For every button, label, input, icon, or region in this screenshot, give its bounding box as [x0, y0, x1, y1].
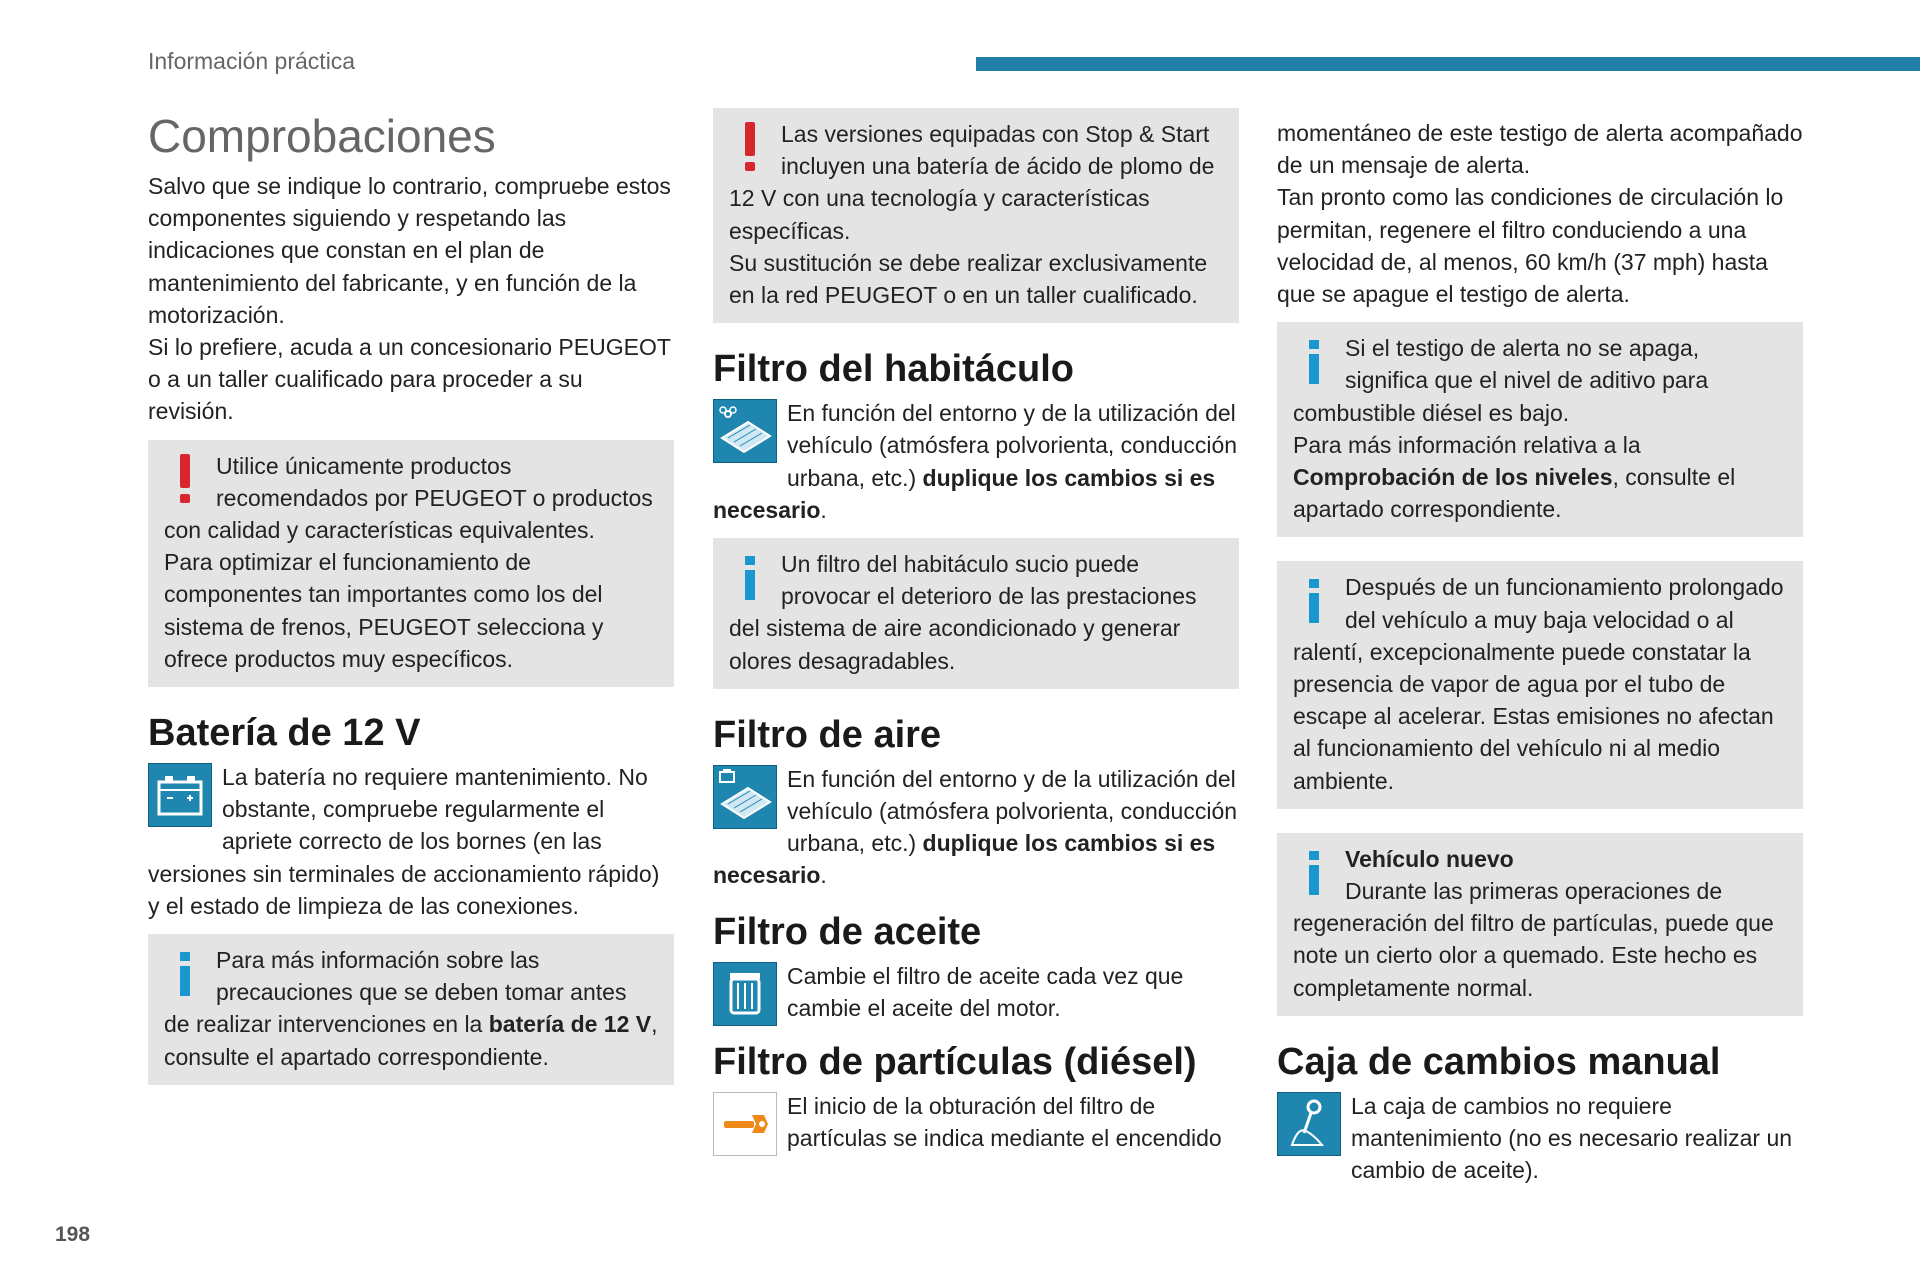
info-icon [1293, 336, 1341, 396]
gear-lever-icon [1277, 1092, 1341, 1156]
warning-box-products [148, 440, 674, 687]
page-number: 198 [55, 1223, 91, 1246]
cabin-filter-text: En función del entorno y de la utilización del vehículo (atmósfera polvorienta, conducción urbana, etc.) duplique los cambios si es necesario. [713, 400, 1238, 523]
battery-heading: Batería de 12 V [148, 712, 421, 755]
gearbox-section [1277, 1090, 1803, 1187]
particle-filter-continued: momentáneo de este testigo de alerta acompañado de un mensaje de alerta. [1277, 120, 1803, 179]
air-filter-heading: Filtro de aire [713, 713, 942, 756]
info-text: Durante las primeras operaciones de regeneración del filtro de partículas, puede que note un cierto olor a quemado. Este hecho es completamente normal. [1293, 878, 1774, 1001]
oil-filter-icon [713, 962, 777, 1026]
warning-text-2: Para optimizar el funcionamiento de componentes tan importantes como los del sistema de frenos, PEUGEOT selecciona y ofrece productos muy específicos. [164, 549, 604, 672]
info-box-new-vehicle [1277, 833, 1803, 1016]
gearbox-heading: Caja de cambios manual [1277, 1040, 1721, 1083]
oil-filter-text: Cambie el filtro de aceite cada vez que cambie el aceite del motor. [787, 962, 1184, 1021]
info-text: Para más información sobre las precauciones que se deben tomar antes de realizar intervenciones en la batería de 12 V, consulte el apartado correspondiente. [164, 947, 658, 1070]
battery-text: La batería no requiere mantenimiento. No obstante, compruebe regularmente el apriete correcto de los bornes (en las versiones sin terminales de accionamiento rápido) y el estado de limpieza de las conexiones. [148, 764, 660, 919]
warning-box-stop-start [713, 108, 1239, 323]
info-text: Si el testigo de alerta no se apaga, significa que el nivel de aditivo para combustible diésel es bajo. [1293, 335, 1709, 426]
intro-paragraph-2: Si lo prefiere, acuda a un concesionario PEUGEOT o a un taller cualificado para proceder a su revisión. [148, 334, 671, 425]
info-text: Un filtro del habitáculo sucio puede provocar el deterioro de las prestaciones del sistema de aire acondicionado y generar olores desagradables. [729, 551, 1197, 674]
particle-filter-section [713, 1090, 1239, 1160]
info-box-cabin-filter [713, 538, 1239, 689]
air-filter-section [713, 763, 1239, 892]
oil-filter-heading: Filtro de aceite [713, 910, 982, 953]
warning-icon [729, 122, 777, 182]
info-text-2: Para más información relativa a la Comprobación de los niveles, consulte el apartado correspondiente. [1293, 431, 1736, 523]
wrench-icon [713, 1092, 777, 1156]
info-icon [164, 948, 212, 1008]
info-box-water-vapor [1277, 561, 1803, 808]
particle-filter-regenerate: Tan pronto como las condiciones de circulación lo permitan, regenere el filtro conduciendo a una velocidad de, al menos, 60 km/h (37 mph) hasta que se apague el testigo de alerta. [1277, 184, 1784, 308]
air-filter-text: En función del entorno y de la utilización del vehículo (atmósfera polvorienta, conducción urbana, etc.) duplique los cambios si es necesario. [713, 765, 1238, 889]
info-title: Vehículo nuevo [1345, 845, 1514, 872]
cabin-filter-section [713, 397, 1239, 526]
column-middle [713, 108, 1239, 1160]
warning-text: Las versiones equipadas con Stop & Start incluyen una batería de ácido de plomo de 12 V con una tecnología y características específicas. [729, 121, 1215, 244]
page-title: Comprobaciones [148, 110, 496, 162]
particle-filter-text: El inicio de la obturación del filtro de partículas se indica mediante el encendido [787, 1092, 1222, 1151]
info-box-battery [148, 934, 674, 1085]
oil-filter-section [713, 960, 1239, 1030]
column-right [1277, 117, 1803, 1186]
battery-section [148, 761, 674, 922]
section-header: Información práctica [148, 48, 356, 74]
air-filter-icon [713, 765, 777, 829]
info-text: Después de un funcionamiento prolongado del vehículo a muy baja velocidad o al ralentí, excepcionalmente puede constatar la presencia de vapor de agua por el tubo de escape al acelerar. Estas emisiones no afectan al funcionamiento del vehículo ni al medio ambiente. [1293, 574, 1784, 794]
gearbox-text: La caja de cambios no requiere mantenimiento (no es necesario realizar un cambio de aceite). [1351, 1092, 1793, 1184]
header-accent-bar [976, 57, 1920, 71]
warning-text-2: Su sustitución se debe realizar exclusivamente en la red PEUGEOT o en un taller cualificado. [729, 249, 1208, 309]
warning-icon [164, 454, 212, 514]
info-icon [1293, 847, 1341, 907]
info-icon [1293, 575, 1341, 635]
particle-filter-heading: Filtro de partículas (diésel) [713, 1040, 1197, 1083]
cabin-filter-icon [713, 399, 777, 463]
info-box-additive [1277, 322, 1803, 537]
warning-text: Utilice únicamente productos recomendados por PEUGEOT o productos con calidad y características equivalentes. [164, 452, 653, 544]
intro-paragraph: Salvo que se indique lo contrario, compruebe estos componentes siguiendo y respetando las indicaciones que constan en el plan de mantenimiento del fabricante, y en función de la motorización. [148, 173, 671, 328]
column-left [148, 100, 674, 1109]
battery-icon [148, 763, 212, 827]
info-icon [729, 552, 777, 612]
cabin-filter-heading: Filtro del habitáculo [713, 348, 1075, 391]
